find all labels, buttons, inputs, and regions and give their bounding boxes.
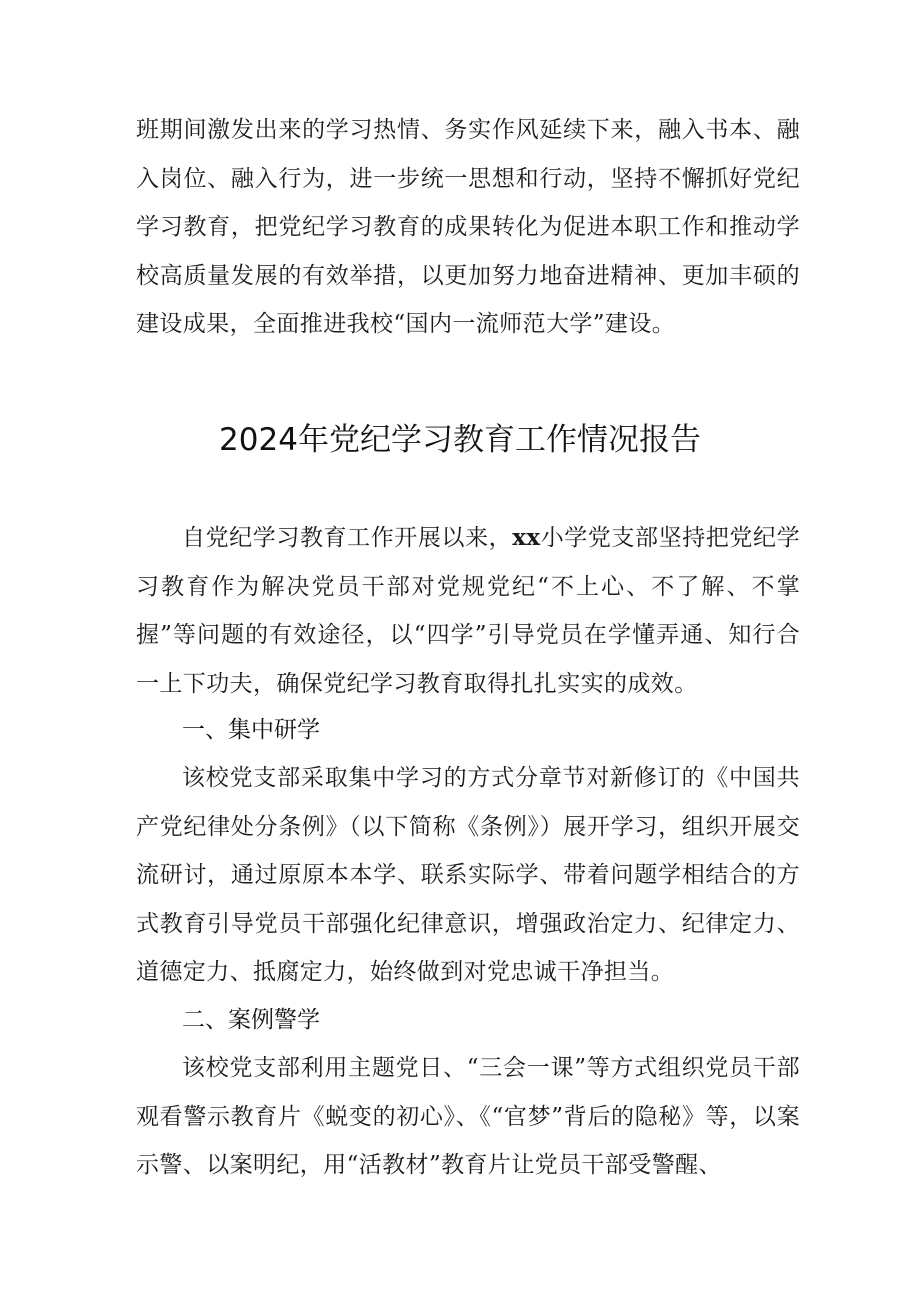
opening-text-after: 小学党支部坚持把党纪学习教育作为解决党员干部对党规党纪“不上心、不了解、不掌握”等问题的有效途径，以“四学”引导党员在学懂弄通、知行合一上下功夫，确保党纪学习教育取得扎扎实实的成效。: [136, 525, 800, 697]
section-heading-1: 一、集中研学: [182, 717, 320, 743]
intro-paragraph: 班期间激发出来的学习热情、务实作风延续下来，融入书本、融入岗位、融入行为，进一步统一思想和行动，坚持不懈抓好党纪学习教育，把党纪学习教育的成果转化为促进本职工作和推动学校高质量发展的有效举措，以更加努力地奋进精神、更加丰硕的建设成果，全面推进我校“国内一流师范大学”建设。: [136, 117, 800, 337]
report-title: 2024年党纪学习教育工作情况报告: [219, 422, 701, 458]
opening-paragraph: [136, 514, 800, 708]
opening-text-before: 自党纪学习教育工作开展以来，: [182, 525, 513, 551]
section-body-1: 该校党支部采取集中学习的方式分章节对新修订的《中国共产党纪律处分条例》（以下简称《条例》）展开学习，组织开展交流研讨，通过原原本本学、联系实际学、带着问题学相结合的方式教育引导党员干部强化纪律意识，增强政治定力、纪律定力、道德定力、抵腐定力，始终做到对党忠诚干净担当。: [136, 765, 800, 985]
section-body-2: 该校党支部利用主题党日、“三会一课”等方式组织党员干部观看警示教育片《蜕变的初心》、《“官梦”背后的隐秘》等，以案示警、以案明纪，用“活教材”教育片让党员干部受警醒、: [136, 1055, 800, 1178]
section-heading-2: 二、案例警学: [182, 1007, 320, 1033]
school-name-placeholder: xx: [512, 524, 541, 551]
